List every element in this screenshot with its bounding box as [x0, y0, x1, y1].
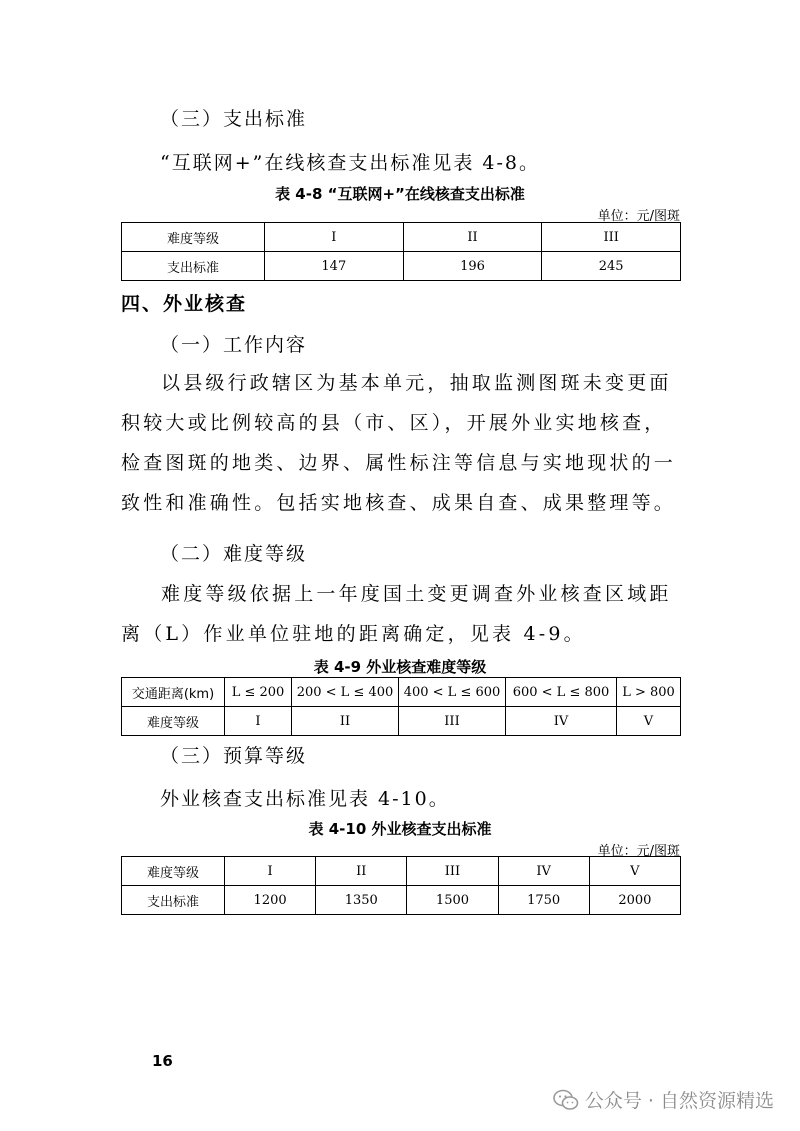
- table-cell: 支出标准: [122, 886, 225, 915]
- table-cell: I: [225, 707, 292, 736]
- table-cell: 1200: [225, 886, 316, 915]
- table-row: [122, 857, 681, 886]
- budget-intro-text: “互联网+”在线核查支出标准见表 4-8。: [160, 152, 540, 174]
- table-cell: 难度等级: [122, 857, 225, 886]
- table-4-8-unit: 单位：元/图斑: [597, 209, 680, 224]
- section-heading-field-check: 四、外业核查: [121, 293, 248, 315]
- subheading-work-content: （一）工作内容: [160, 334, 308, 356]
- table-cell: 1350: [316, 886, 407, 915]
- table-cell: 支出标准: [122, 252, 265, 281]
- watermark-text: 公众号 · 自然资源精选: [584, 1090, 774, 1112]
- section-heading-budget: （三）支出标准: [160, 108, 308, 130]
- table-cell: II: [403, 223, 542, 252]
- table-cell: III: [407, 857, 498, 886]
- difficulty-paragraph: 难度等级依据上一年度国土变更调查外业核查区域距离（L）作业单位驻地的距离确定，见表 4-9。: [121, 583, 672, 645]
- table-cell: L > 800: [617, 678, 681, 707]
- table-cell: 难度等级: [122, 223, 265, 252]
- table-cell: 245: [542, 252, 681, 281]
- table-row: [122, 886, 681, 915]
- table-cell: 200 < L ≤ 400: [292, 678, 399, 707]
- table-cell: 难度等级: [122, 707, 225, 736]
- table-cell: 400 < L ≤ 600: [399, 678, 506, 707]
- table-cell: L ≤ 200: [225, 678, 292, 707]
- table-cell: III: [399, 707, 506, 736]
- table-4-10: [121, 856, 681, 915]
- table-cell: 1750: [498, 886, 589, 915]
- table-4-9-caption: 表 4-9 外业核查难度等级: [313, 658, 487, 676]
- table-row: [122, 252, 681, 281]
- work-content-paragraph: 以县级行政辖区为基本单元，抽取监测图斑未变更面积较大或比例较高的县（市、区），开展外业实地核查，检查图斑的地类、边界、属性标注等信息与实地现状的一致性和准确性。包括实地核查、成果自查、成果整理等。: [121, 372, 677, 514]
- table-cell: III: [542, 223, 681, 252]
- table-row: [122, 223, 681, 252]
- table-cell: I: [225, 857, 316, 886]
- wechat-icon: [553, 1089, 579, 1111]
- table-cell: 600 < L ≤ 800: [506, 678, 617, 707]
- table-cell: V: [589, 857, 680, 886]
- table-cell: 147: [265, 252, 404, 281]
- table-cell: 196: [403, 252, 542, 281]
- table-4-8: [121, 222, 681, 281]
- table-cell: V: [617, 707, 681, 736]
- page-number: 16: [152, 1052, 173, 1070]
- table-cell: IV: [506, 707, 617, 736]
- table-row: [122, 707, 681, 736]
- watermark: [553, 1086, 774, 1113]
- table-cell: II: [316, 857, 407, 886]
- table-cell: 1500: [407, 886, 498, 915]
- table-cell: I: [265, 223, 404, 252]
- table-4-10-caption: 表 4-10 外业核查支出标准: [308, 820, 492, 838]
- table-cell: IV: [498, 857, 589, 886]
- table-4-8-caption: 表 4-8 “互联网+”在线核查支出标准: [275, 185, 525, 203]
- table-4-10-unit: 单位：元/图斑: [597, 844, 680, 859]
- table-cell: II: [292, 707, 399, 736]
- subheading-difficulty: （二）难度等级: [160, 543, 308, 565]
- table-cell: 2000: [589, 886, 680, 915]
- subheading-budget-level: （三）预算等级: [160, 745, 308, 767]
- table-cell: 交通距离(km): [122, 678, 225, 707]
- table-4-9: [121, 677, 681, 736]
- budget-level-text: 外业核查支出标准见表 4-10。: [160, 788, 450, 810]
- table-row: [122, 678, 681, 707]
